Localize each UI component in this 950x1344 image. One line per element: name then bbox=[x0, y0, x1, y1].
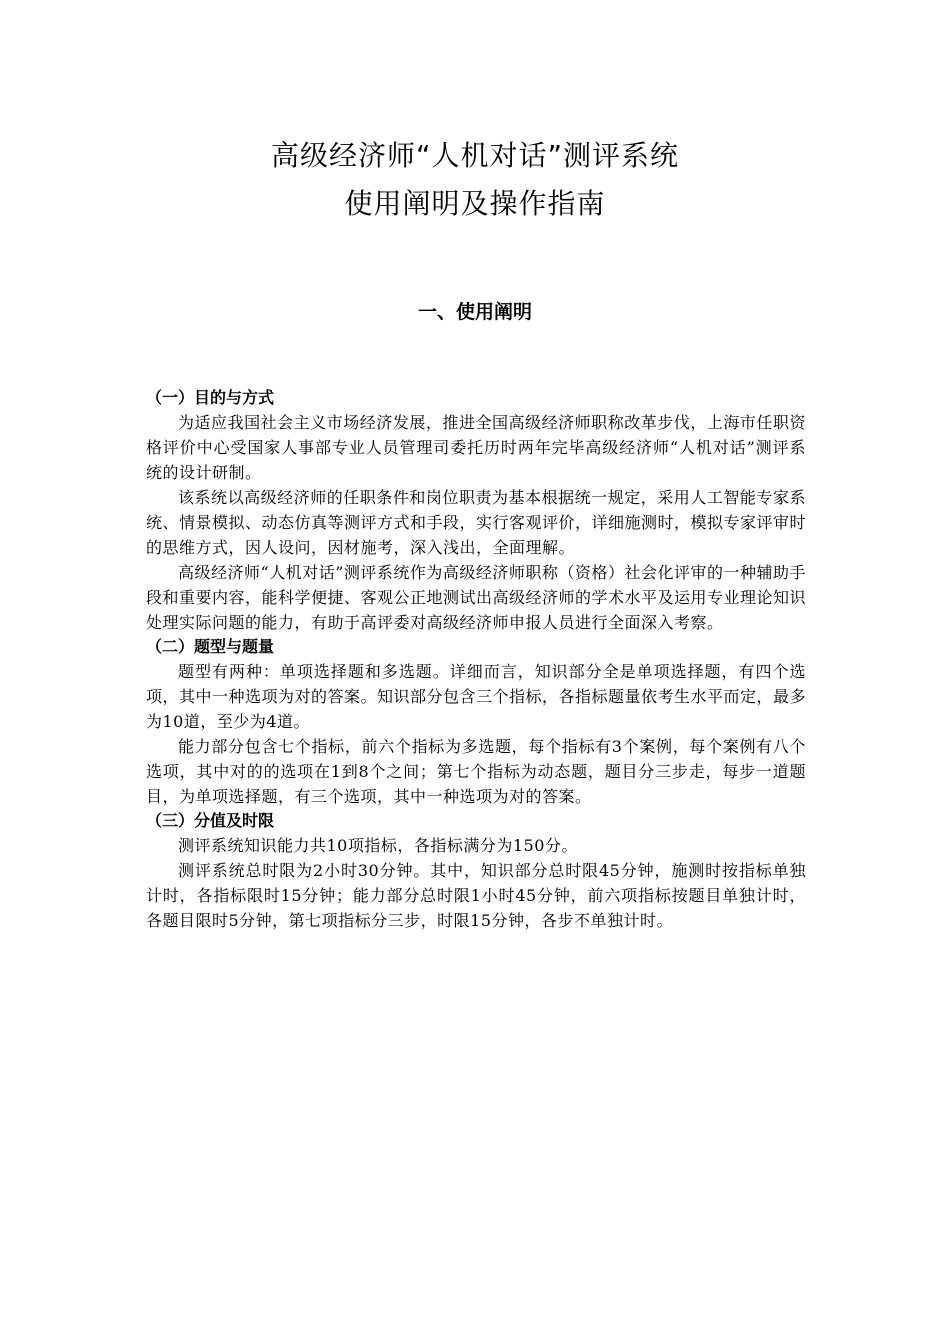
paragraph: 高级经济师“人机对话”测评系统作为高级经济师职称（资格）社会化评审的一种辅助手段和重要内容，能科学便捷、客观公正地测试出高级经济师的学术水平及运用专业理论知识处理实际问题的能力，有助于高评委对高级经济师申报人员进行全面深入考察。 bbox=[146, 563, 807, 632]
title-line-1: 高级经济师“人机对话”测评系统 bbox=[270, 139, 679, 172]
subsection-heading: （二）题型与题量 bbox=[146, 637, 275, 656]
paragraph: 能力部分包含七个指标，前六个指标为多选题，每个指标有3个案例，每个案例有八个选项，其中对的的选项在1到8个之间；第七个指标为动态题，题目分三步走，每步一道题目，为单项选择题，有三个选项，其中一种选项为对的答案。 bbox=[146, 737, 806, 806]
subsection-heading: （一）目的与方式 bbox=[146, 388, 275, 407]
title-line-2: 使用阐明及操作指南 bbox=[344, 187, 606, 220]
paragraph: 测评系统知识能力共10项指标，各指标满分为150分。 bbox=[178, 836, 578, 855]
paragraph: 测评系统总时限为2小时30分钟。其中，知识部分总时限45分钟，施测时按指标单独计时，各指标限时15分钟；能力部分总时限1小时45分钟，前六项指标按题目单独计时，各题目限时5分钟，第七项指标分三步，时限15分钟，各步不单独计时。 bbox=[146, 861, 806, 930]
subsection-purpose bbox=[146, 386, 806, 635]
section-heading: 一、使用阐明 bbox=[417, 301, 532, 323]
subsection-heading: （三）分值及时限 bbox=[146, 811, 275, 830]
paragraph: 题型有两种：单项选择题和多选题。详细而言，知识部分全是单项选择题，有四个选项，其中一种选项为对的答案。知识部分包含三个指标，各指标题量依考生水平而定，最多为10道，至少为4道。 bbox=[146, 662, 807, 731]
document-body bbox=[146, 386, 806, 933]
subsection-scores-time bbox=[146, 809, 806, 933]
document-title bbox=[0, 132, 950, 228]
paragraph: 该系统以高级经济师的任职条件和岗位职责为基本根据统一规定，采用人工智能专家系统、情景模拟、动态仿真等测评方式和手段，实行客观评价，详细施测时，模拟专家评审时的思维方式，因人设问，因材施考，深入浅出，全面理解。 bbox=[146, 488, 807, 557]
paragraph: 为适应我国社会主义市场经济发展，推进全国高级经济师职称改革步伐，上海市任职资格评价中心受国家人事部专业人员管理司委托历时两年完毕高级经济师“人机对话”测评系统的设计研制。 bbox=[146, 413, 806, 482]
subsection-question-types bbox=[146, 635, 806, 809]
